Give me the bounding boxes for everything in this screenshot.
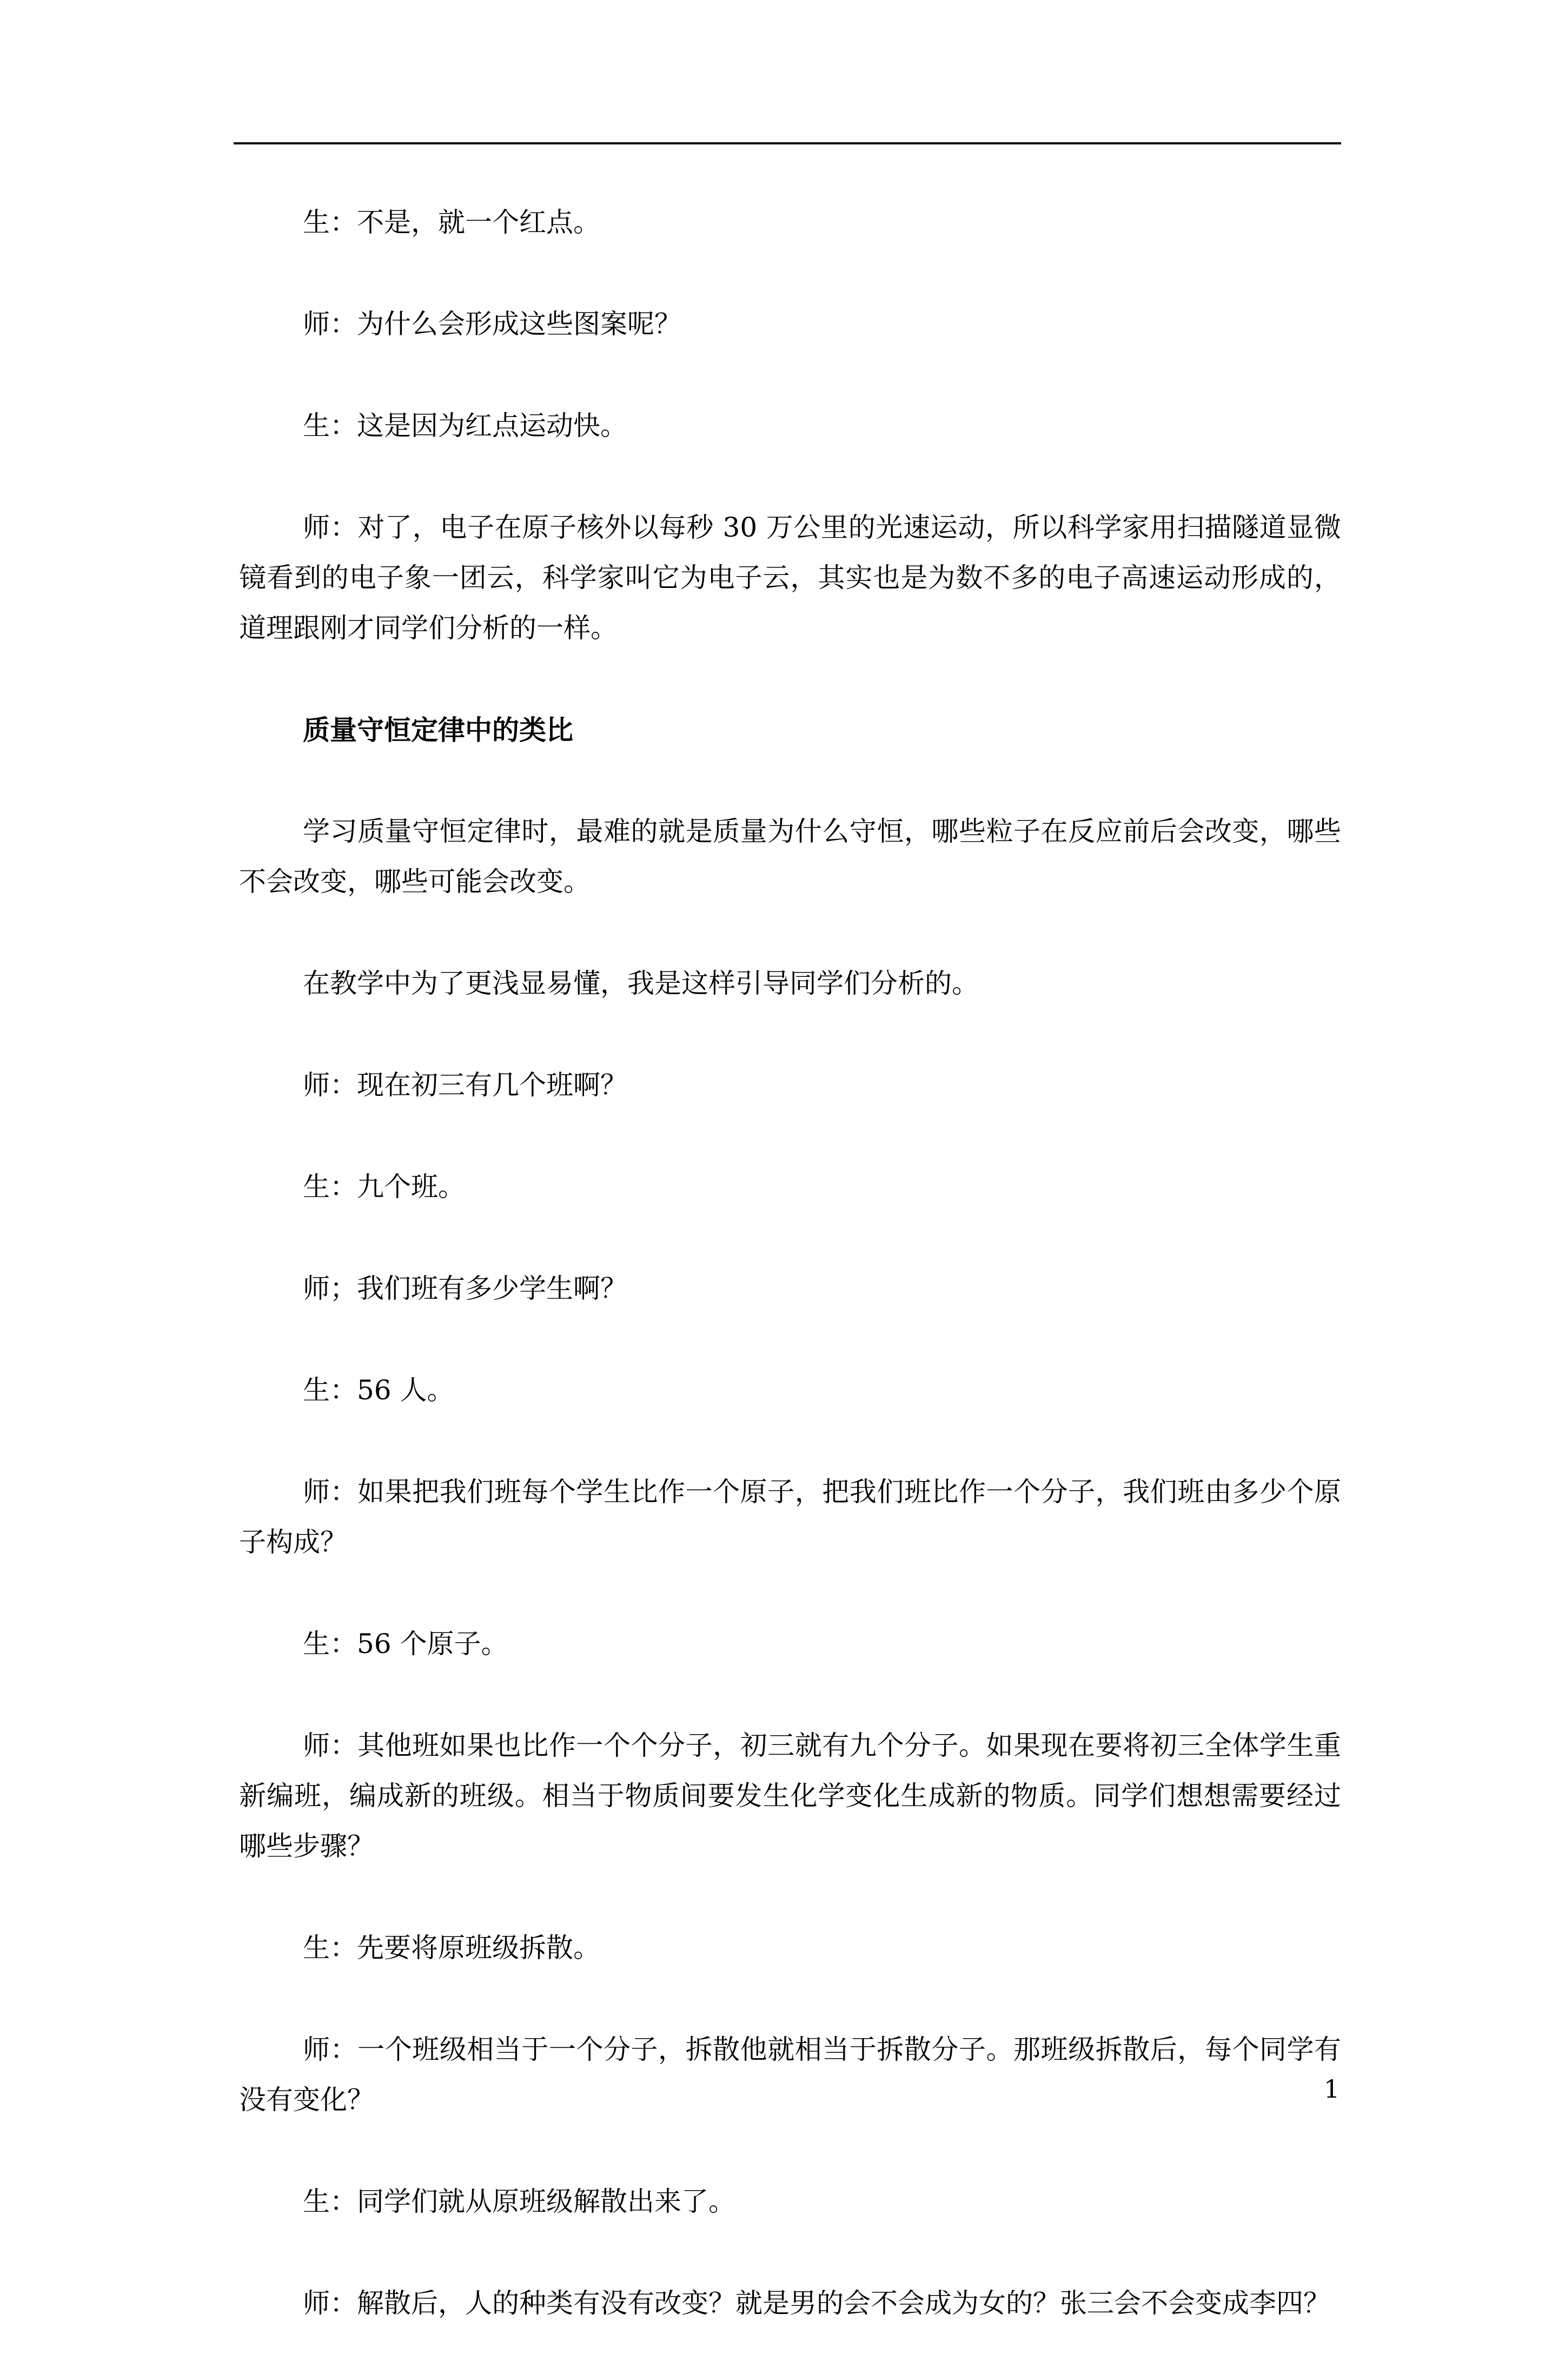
paragraph: 师：现在初三有几个班啊？ [303,1069,627,1101]
paragraph: 生：先要将原班级拆散。 [303,1932,600,1964]
paragraph: 师：其他班如果也比作一个个分子，初三就有九个分子。如果现在要将初三全体学生重新编班，编成新的班级。相当于物质间要发生化学变化生成新的物质。同学们想想需要经过哪些步骤？ [239,1730,1341,1862]
paragraph: 师：如果把我们班每个学生比作一个原子，把我们班比作一个分子，我们班由多少个原子构成？ [239,1476,1341,1558]
header-rule [234,142,1341,144]
section-heading: 质量守恒定律中的类比 [303,714,573,746]
document-body [239,197,1341,2380]
paragraph: 师；我们班有多少学生啊？ [303,1273,627,1304]
page-number: 1 [1324,2074,1340,2104]
paragraph: 生：56 人。 [303,1374,454,1406]
paragraph: 在教学中为了更浅显易懂，我是这样引导同学们分析的。 [303,968,979,999]
paragraph: 学习质量守恒定律时，最难的就是质量为什么守恒，哪些粒子在反应前后会改变，哪些不会改变，哪些可能会改变。 [239,816,1341,897]
paragraph: 生：同学们就从原班级解散出来了。 [303,2186,735,2217]
paragraph: 师：一个班级相当于一个分子，拆散他就相当于拆散分子。那班级拆散后，每个同学有没有变化？ [239,2034,1341,2115]
paragraph: 生：九个班。 [303,1171,465,1202]
paragraph: 师：对了，电子在原子核外以每秒 30 万公里的光速运动，所以科学家用扫描隧道显微镜看到的电子象一团云，科学家叫它为电子云，其实也是为数不多的电子高速运动形成的，道理跟刚才同学们分析的一样。 [239,512,1341,644]
paragraph: 生：56 个原子。 [303,1628,508,1660]
paragraph: 师：解散后，人的种类有没有改变？就是男的会不会成为女的？张三会不会变成李四？ [303,2288,1330,2319]
paragraph: 师：为什么会形成这些图案呢？ [303,308,681,340]
paragraph: 生：这是因为红点运动快。 [303,410,627,441]
paragraph: 生：不是，就一个红点。 [303,207,600,238]
